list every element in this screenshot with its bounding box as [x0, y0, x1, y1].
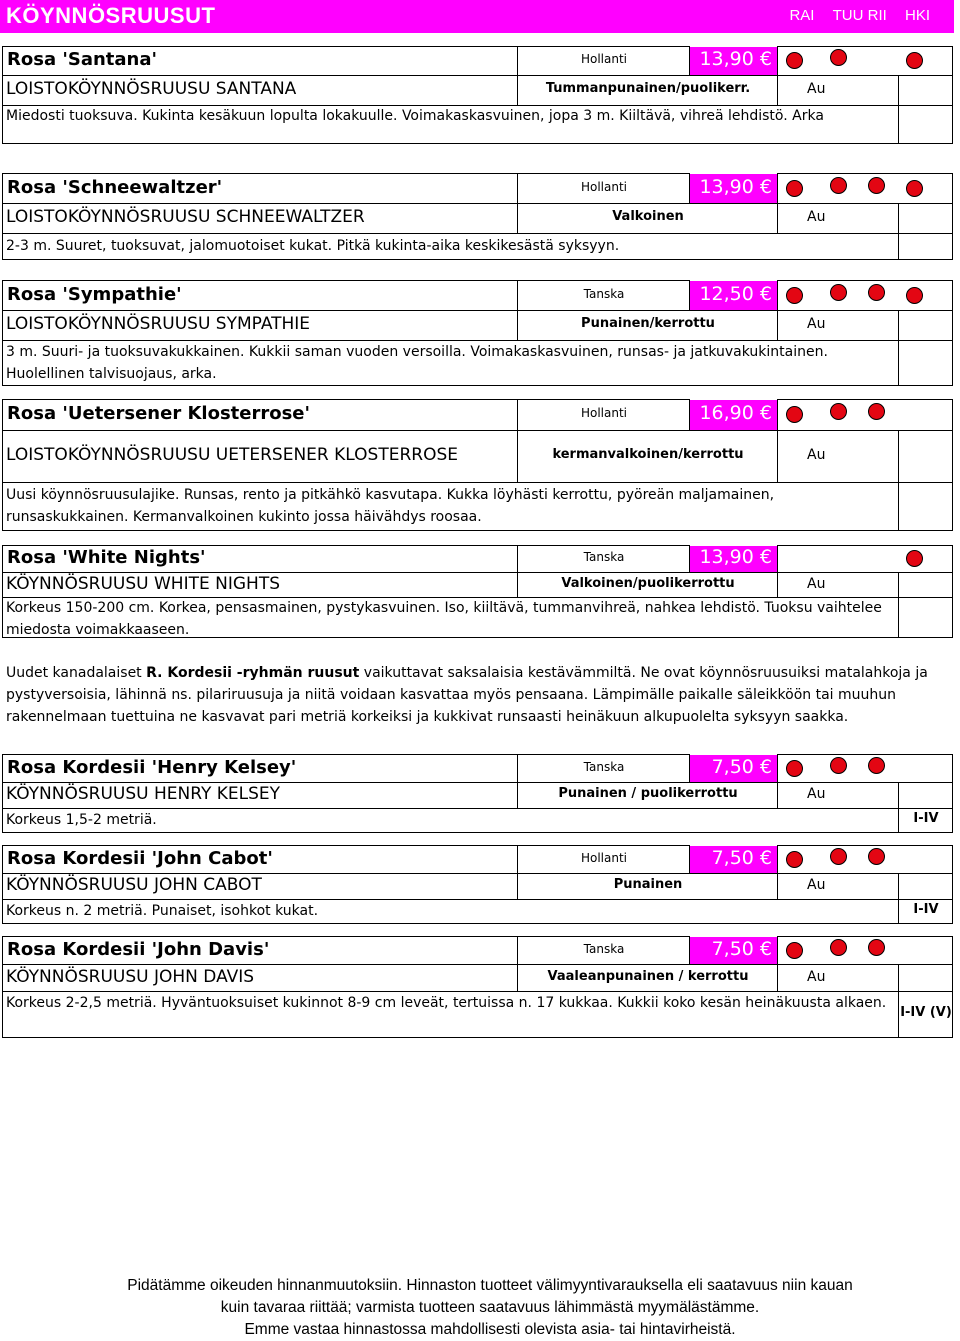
product-au: Au	[807, 877, 826, 893]
product-au: Au	[807, 316, 826, 332]
product-description: Miedosti tuoksuva. Kukinta kesäkuun lopulta lokakuulle. Voimakaskasvuinen, jopa 3 m. Kiiltävä, vihreä lehdistö. Arka	[6, 108, 824, 124]
product-origin: Tanska	[583, 941, 625, 956]
product-origin: Hollanti	[580, 52, 628, 66]
availability-cell	[777, 845, 953, 874]
availability-dot	[786, 52, 803, 69]
product-name: Rosa Kordesii 'Henry Kelsey'	[7, 756, 297, 778]
availability-cell	[777, 46, 953, 76]
extra-cell	[898, 572, 953, 598]
availability-dot	[830, 177, 847, 194]
product-color: Tummanpunainen/puolikerr.	[545, 81, 751, 96]
product-color: Punainen/kerrottu	[581, 316, 715, 331]
extra-cell	[898, 310, 953, 341]
availability-dot	[830, 403, 847, 420]
product-block	[2, 46, 953, 144]
product-block	[2, 754, 953, 833]
au-cell	[777, 430, 899, 483]
extra-cell	[898, 964, 953, 992]
product-block	[2, 280, 953, 386]
extra-cell	[898, 782, 953, 809]
availability-dot	[906, 287, 923, 304]
availability-dot	[906, 52, 923, 69]
product-block	[2, 173, 953, 260]
availability-cell	[777, 545, 953, 573]
product-latin-name: KÖYNNÖSRUUSU JOHN DAVIS	[6, 966, 255, 987]
availability-cell	[777, 280, 953, 311]
location-rai: RAI	[789, 7, 815, 24]
product-name: Rosa 'White Nights'	[7, 547, 206, 568]
availability-dot	[830, 939, 847, 956]
availability-dot	[830, 848, 847, 865]
product-color: Valkoinen/puolikerrottu	[561, 575, 735, 591]
availability-cell	[777, 173, 953, 204]
availability-cell	[777, 399, 953, 431]
product-latin-name: KÖYNNÖSRUUSU HENRY KELSEY	[6, 784, 281, 804]
product-name: Rosa 'Uetersener Klosterrose'	[7, 403, 311, 424]
product-au: Au	[807, 575, 826, 592]
product-description: Korkeus 2-2,5 metriä. Hyväntuoksuiset kukinnot 8-9 cm leveät, tertuissa n. 17 kukkaa. Kukkii koko kesän heinäkuusta alkaen.	[6, 995, 887, 1011]
product-latin-name: LOISTOKÖYNNÖSRUUSU SYMPATHIE	[6, 314, 311, 334]
product-color: Vaaleanpunainen / kerrottu	[547, 968, 749, 984]
product-description: 3 m. Suuri- ja tuoksuvakukkainen. Kukkii saman vuoden versoilla. Voimakaskasvuinen, runsas- ja jatkuvakukintainen. Huolellinen talvisuojaus, arka.	[6, 343, 828, 382]
location-hki: HKI	[904, 7, 930, 24]
product-price: 12,50 €	[699, 282, 772, 305]
product-price: 7,50 €	[711, 846, 772, 869]
product-price: 13,90 €	[699, 175, 772, 198]
product-description: Korkeus 1,5-2 metriä.	[6, 812, 157, 828]
product-description: 2-3 m. Suuret, tuoksuvat, jalomuotoiset kukat. Pitkä kukinta-aika keskikesästä syksyyn.	[6, 238, 620, 254]
product-price: 13,90 €	[699, 48, 772, 70]
product-origin: Hollanti	[580, 179, 628, 194]
product-price: 7,50 €	[711, 755, 772, 778]
availability-dot	[868, 284, 885, 301]
availability-cell	[777, 936, 953, 965]
kordesii-intro: Uudet kanadalaiset R. Kordesii -ryhmän ruusut vaikuttavat saksalaisia kestävämmiltä. Ne ovat köynnösruusuiksi matalahkoja ja pystyversoisia, lähinnä ns. pilariruusuja ja niitä voidaan kasvattaa myös pensaana. Lämpimälle paikalle säleikköön tai muuhun rakennelmaan tuettuina ne kasvavat pari metriä korkeiksi ja kukkivat runsaasti heinäkuun alkupuolelta syksyyn saakka.	[6, 665, 928, 725]
availability-dot	[868, 403, 885, 420]
product-name: Rosa 'Sympathie'	[7, 283, 182, 305]
product-origin: Tanska	[583, 759, 625, 774]
availability-dot	[786, 287, 803, 304]
product-color: kermanvalkoinen/kerrottu	[552, 447, 744, 462]
au-cell	[777, 75, 899, 106]
availability-cell	[777, 754, 953, 783]
product-block	[2, 845, 953, 924]
zone-cell	[898, 233, 953, 260]
product-latin-name: LOISTOKÖYNNÖSRUUSU UETERSENER KLOSTERROSE	[6, 445, 458, 465]
zone-cell	[898, 482, 953, 531]
availability-dot	[786, 760, 803, 777]
product-au: Au	[807, 447, 826, 463]
au-cell	[777, 310, 899, 341]
product-price: 13,90 €	[699, 546, 772, 568]
page-title: KÖYNNÖSRUUSUT	[6, 3, 216, 28]
product-description: Uusi köynnösruusulajike. Runsas, rento ja pitkähkö kasvutapa. Kukka löyhästi kerrottu, pyöreän maljamainen, runsaskukkainen. Kermanvalkoinen kukinto jossa häivähdys roosaa.	[6, 487, 775, 525]
product-name: Rosa Kordesii 'John Davis'	[7, 938, 270, 960]
product-price: 7,50 €	[711, 937, 772, 960]
availability-dot	[786, 851, 803, 868]
product-block	[2, 936, 953, 1038]
availability-dot	[868, 757, 885, 774]
availability-dot	[786, 180, 803, 197]
product-origin: Tanska	[583, 550, 625, 564]
product-latin-name: LOISTOKÖYNNÖSRUUSU SCHNEEWALTZER	[6, 207, 365, 227]
product-origin: Tanska	[583, 286, 625, 301]
au-cell	[777, 782, 899, 809]
product-color: Punainen / puolikerrottu	[558, 786, 738, 801]
extra-cell	[898, 75, 953, 106]
product-zone: I-IV	[913, 902, 939, 917]
product-latin-name: LOISTOKÖYNNÖSRUUSU SANTANA	[6, 79, 297, 99]
product-au: Au	[807, 209, 826, 225]
availability-dot	[830, 49, 847, 66]
footer-notice	[0, 1275, 960, 1341]
availability-dot	[868, 848, 885, 865]
product-origin: Hollanti	[580, 850, 628, 865]
product-color: Valkoinen	[612, 209, 684, 224]
availability-dot	[906, 180, 923, 197]
au-cell	[777, 964, 899, 992]
availability-dot	[786, 406, 803, 423]
au-cell	[777, 572, 899, 598]
zone-cell	[898, 340, 953, 386]
location-tuu-rii: TUU RII	[832, 7, 887, 24]
availability-dot	[906, 550, 923, 567]
au-cell	[777, 203, 899, 234]
au-cell	[777, 873, 899, 900]
product-origin: Hollanti	[580, 406, 628, 420]
footer-line: Pidätämme oikeuden hinnanmuutoksiin. Hinnaston tuotteet välimyyntivarauksella eli saatavuus niin kauan	[127, 1277, 853, 1294]
availability-dot	[868, 939, 885, 956]
availability-dot	[830, 284, 847, 301]
product-latin-name: KÖYNNÖSRUUSU JOHN CABOT	[6, 875, 262, 895]
extra-cell	[898, 430, 953, 483]
availability-dot	[786, 942, 803, 959]
availability-dot	[868, 177, 885, 194]
footer-line: kuin tavaraa riittää; varmista tuotteen saatavuus lähimmästä myymälästämme.	[220, 1299, 760, 1316]
availability-dot	[830, 757, 847, 774]
extra-cell	[898, 203, 953, 234]
product-zone: I-IV (V)	[900, 1005, 952, 1020]
product-au: Au	[807, 786, 826, 802]
product-block	[2, 545, 953, 638]
product-latin-name: KÖYNNÖSRUUSU WHITE NIGHTS	[6, 573, 280, 594]
product-description: Korkeus 150-200 cm. Korkea, pensasmainen, pystykasvuinen. Iso, kiiltävä, tummanvihreä, nahkea lehdistö. Tuoksu vaihtelee miedosta voimakkaaseen.	[6, 600, 882, 638]
extra-cell	[898, 873, 953, 900]
product-zone: I-IV	[913, 811, 939, 826]
product-name: Rosa 'Schneewaltzer'	[7, 176, 223, 198]
footer-line: Emme vastaa hinnastossa mahdollisesti olevista asia- tai hintavirheistä.	[244, 1321, 736, 1338]
product-description: Korkeus n. 2 metriä. Punaiset, isohkot kukat.	[6, 903, 319, 919]
page-header	[0, 0, 954, 33]
product-price: 16,90 €	[699, 402, 772, 424]
zone-cell	[898, 597, 953, 638]
product-au: Au	[807, 81, 826, 97]
product-name: Rosa 'Santana'	[7, 49, 158, 70]
product-au: Au	[807, 968, 826, 985]
zone-cell	[898, 105, 953, 144]
product-color: Punainen	[613, 877, 683, 892]
product-block	[2, 399, 953, 531]
store-locations	[775, 7, 930, 24]
product-name: Rosa Kordesii 'John Cabot'	[7, 847, 273, 869]
